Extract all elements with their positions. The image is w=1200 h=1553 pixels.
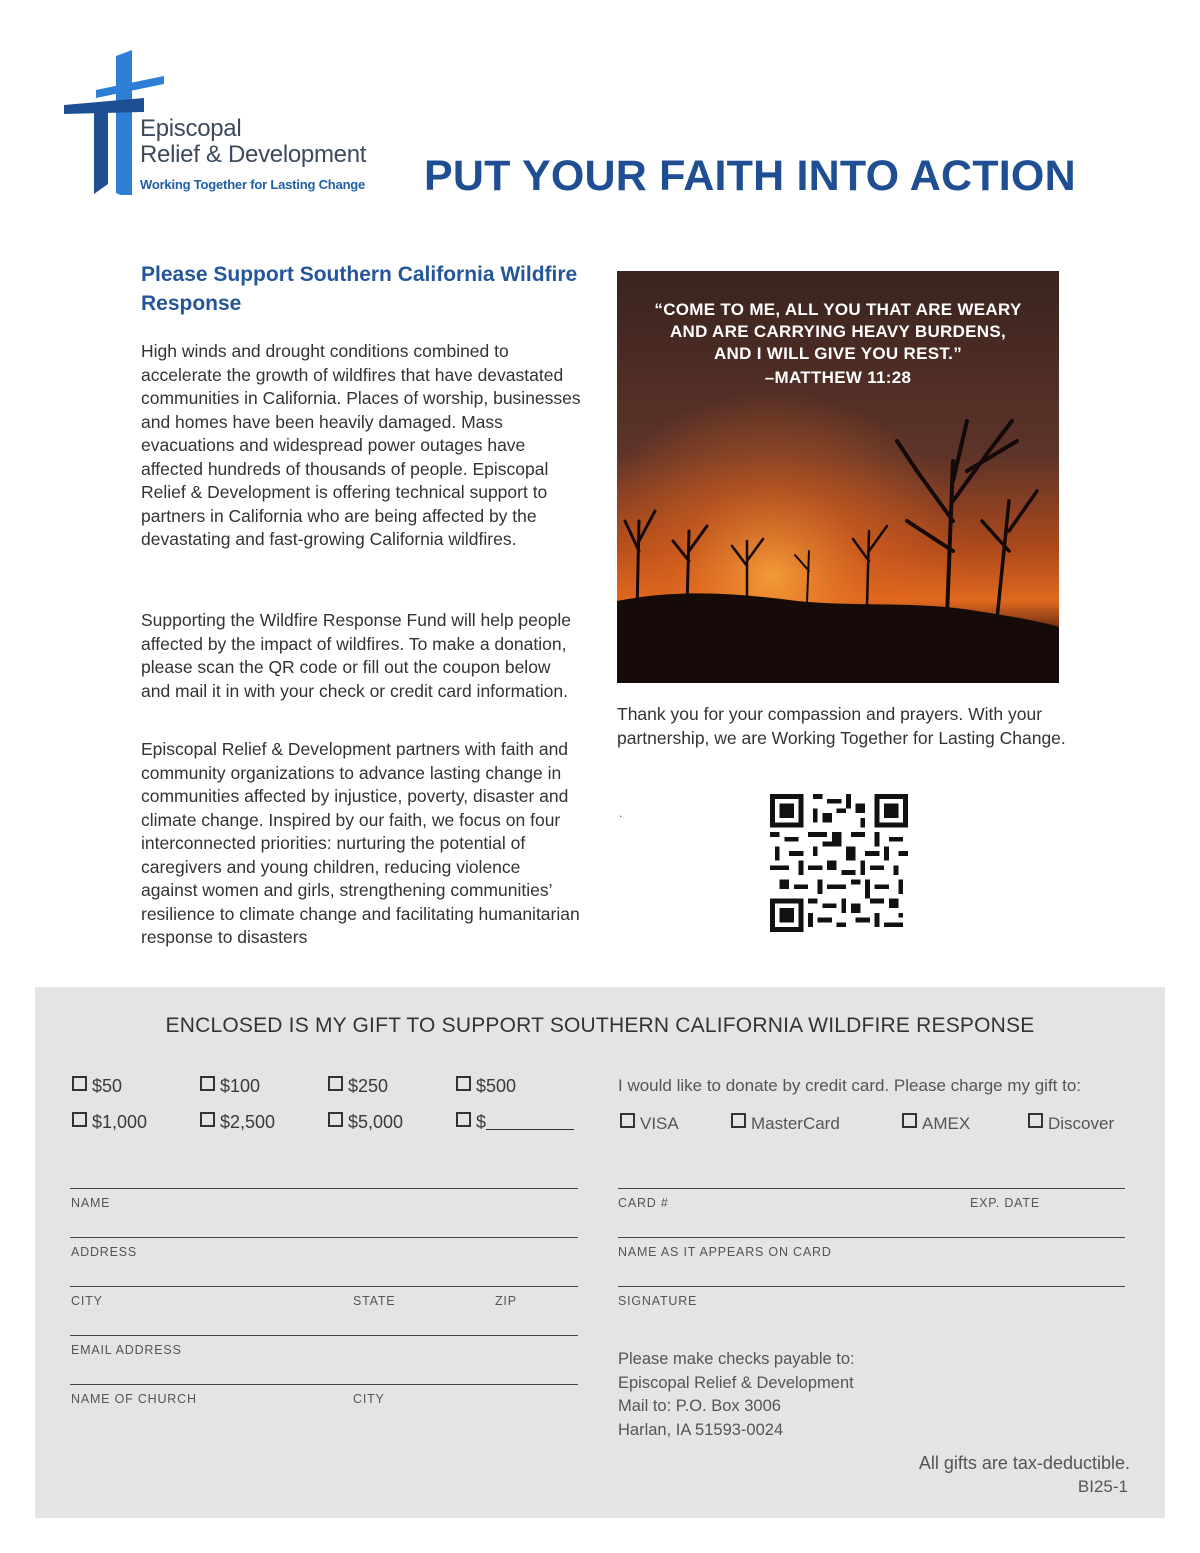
page-headline: PUT YOUR FAITH INTO ACTION — [424, 152, 1076, 200]
card-option-visa[interactable] — [620, 1113, 679, 1134]
section-subhead: Please Support Southern California Wildfire Response — [141, 263, 578, 315]
paragraph-mission: Episcopal Relief & Development partners with faith and community organizations to advance lasting change in communities affected by injustice, poverty, disaster and climate change. Inspired by our faith, we focus on four interconnected priorities: nurturing the potential of caregivers and young children, reducing violence against women and girls, strengthening communities’ resilience to climate change and facilitating humanitarian response to disasters — [141, 739, 580, 947]
card-label: AMEX — [922, 1114, 971, 1133]
logo-name-line2: Relief & Development — [140, 141, 367, 168]
church-city-label: CITY — [353, 1392, 385, 1406]
name-on-card-input-line[interactable] — [618, 1237, 1125, 1238]
city-label: CITY — [71, 1294, 103, 1308]
card-label: VISA — [640, 1114, 679, 1133]
other-amount-input[interactable] — [486, 1113, 574, 1130]
check-line-1: Please make checks payable to: — [618, 1350, 855, 1368]
name-label: NAME — [71, 1196, 111, 1210]
amount-label: $5,000 — [348, 1112, 404, 1132]
checkbox-icon — [456, 1112, 471, 1127]
amount-label: $2,500 — [220, 1112, 276, 1132]
tax-deductible-note: All gifts are tax-deductible. — [918, 1453, 1130, 1473]
name-input-line[interactable] — [70, 1188, 578, 1189]
checkbox-icon — [456, 1076, 471, 1091]
qr-code[interactable] — [770, 794, 908, 932]
card-label: Discover — [1048, 1114, 1115, 1133]
logo-wordmark — [140, 116, 366, 168]
address-input-line[interactable] — [70, 1237, 578, 1238]
amount-option-250[interactable] — [328, 1076, 388, 1097]
church-label: NAME OF CHURCH — [71, 1392, 197, 1406]
check-line-4: Harlan, IA 51593-0024 — [618, 1420, 784, 1439]
amount-label: $ — [476, 1112, 487, 1132]
scripture-quote — [617, 299, 1059, 389]
card-number-label: CARD # — [618, 1196, 669, 1210]
logo-name-line1: Episcopal — [140, 115, 242, 142]
amount-label: $500 — [476, 1076, 517, 1096]
amount-option-5000[interactable] — [328, 1112, 403, 1133]
exp-date-label: EXP. DATE — [970, 1196, 1040, 1210]
checkbox-icon — [72, 1112, 87, 1127]
check-line-3: Mail to: P.O. Box 3006 — [618, 1397, 781, 1415]
city-state-zip-input-line[interactable] — [70, 1286, 578, 1287]
amount-label: $50 — [92, 1076, 123, 1096]
quote-citation: –MATTHEW 11:28 — [764, 368, 912, 387]
amount-option-50[interactable] — [72, 1076, 122, 1097]
email-label: EMAIL ADDRESS — [71, 1343, 182, 1357]
zip-label: ZIP — [495, 1294, 517, 1308]
form-code: BI25-1 — [1077, 1477, 1128, 1496]
checkbox-icon — [328, 1076, 343, 1091]
amount-option-500[interactable] — [456, 1076, 516, 1097]
amount-option-1000[interactable] — [72, 1112, 147, 1133]
quote-line-1: “COME TO ME, ALL YOU THAT ARE WEARY — [654, 300, 1022, 319]
thank-you-text: Thank you for your compassion and prayers. With your partnership, we are Working Together for Lasting Change. — [617, 704, 1066, 748]
church-input-line[interactable] — [70, 1384, 578, 1385]
card-option-amex[interactable] — [902, 1113, 970, 1134]
check-line-2: Episcopal Relief & Development — [618, 1373, 854, 1392]
card-number-input-line[interactable] — [618, 1188, 1125, 1189]
stray-dot: . — [619, 806, 623, 820]
signature-label: SIGNATURE — [618, 1294, 698, 1308]
logo-tagline: Working Together for Lasting Change — [140, 177, 366, 192]
amount-label: $250 — [348, 1076, 389, 1096]
check-instructions — [618, 1348, 855, 1442]
amount-option-2500[interactable] — [200, 1112, 275, 1133]
name-on-card-label: NAME AS IT APPEARS ON CARD — [618, 1245, 832, 1259]
amount-label: $100 — [220, 1076, 261, 1096]
checkbox-icon — [1028, 1113, 1043, 1128]
checkbox-icon — [731, 1113, 746, 1128]
signature-input-line[interactable] — [618, 1286, 1125, 1287]
checkbox-icon — [620, 1113, 635, 1128]
amount-label: $1,000 — [92, 1112, 148, 1132]
checkbox-icon — [72, 1076, 87, 1091]
address-label: ADDRESS — [71, 1245, 138, 1259]
donation-coupon — [35, 987, 1165, 1518]
paragraph-donate: Supporting the Wildfire Response Fund will help people affected by the impact of wildfires. To make a donation, please scan the QR code or fill out the coupon below and mail it in with your check or credit card information. — [141, 610, 571, 701]
card-option-discover[interactable] — [1028, 1113, 1114, 1134]
amount-option-other[interactable] — [456, 1112, 574, 1133]
email-input-line[interactable] — [70, 1335, 578, 1336]
credit-card-intro: I would like to donate by credit card. Please charge my gift to: — [618, 1076, 1082, 1095]
checkbox-icon — [328, 1112, 343, 1127]
coupon-title: ENCLOSED IS MY GIFT TO SUPPORT SOUTHERN CALIFORNIA WILDFIRE RESPONSE — [165, 1014, 1035, 1037]
card-label: MasterCard — [751, 1114, 840, 1133]
state-label: STATE — [353, 1294, 396, 1308]
amount-option-100[interactable] — [200, 1076, 260, 1097]
checkbox-icon — [200, 1076, 215, 1091]
checkbox-icon — [200, 1112, 215, 1127]
checkbox-icon — [902, 1113, 917, 1128]
card-option-mastercard[interactable] — [731, 1113, 840, 1134]
quote-line-3: AND I WILL GIVE YOU REST.” — [713, 344, 963, 363]
paragraph-wildfires: High winds and drought conditions combined to accelerate the growth of wildfires that have devastated communities in California. Places of worship, businesses and homes have been heavily damaged. Mass evacuations and widespread power outages have affected hundreds of thousands of people. Episcopal Relief & Development is offering technical support to partners in California who are being affected by the devastating and fast-growing California wildfires. — [141, 341, 581, 549]
quote-line-2: AND ARE CARRYING HEAVY BURDENS, — [669, 322, 1007, 341]
